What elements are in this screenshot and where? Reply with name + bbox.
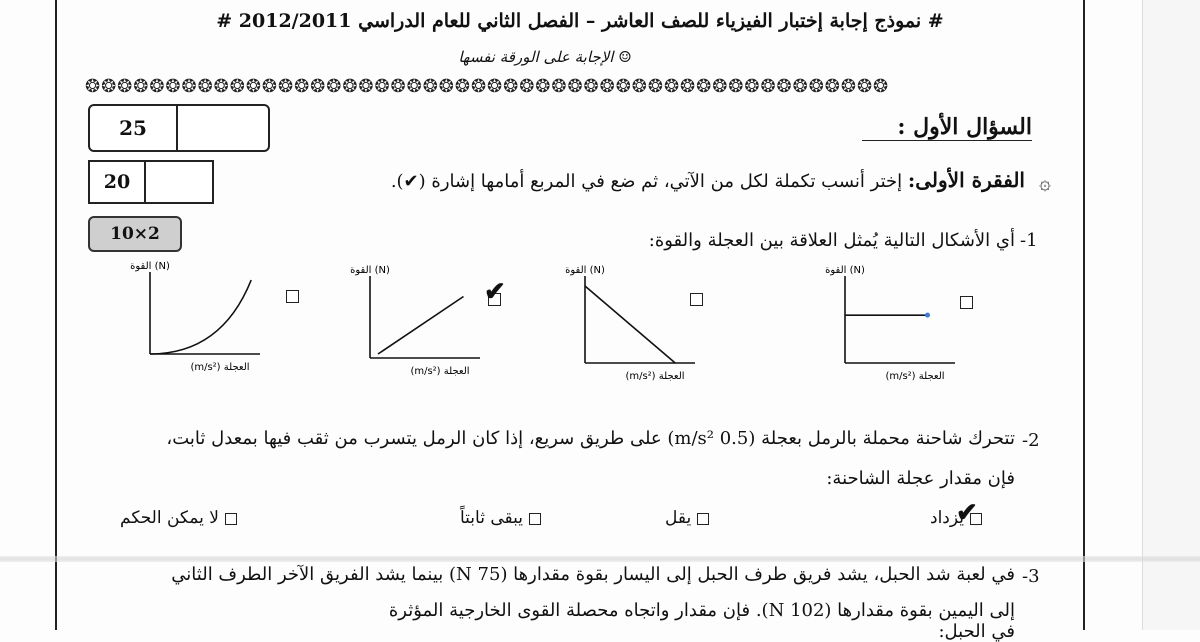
part-detail-badge: 10×2 [88,216,182,252]
x-axis-label: (m/s²) العجلة [625,371,685,382]
score-divider [176,106,178,150]
answer-checkbox[interactable] [529,513,541,525]
y-axis-label: القوة (N) [565,265,605,276]
item-number: -1 [1020,230,1038,251]
page-border-right [1083,0,1085,630]
check-mark-icon: ✔ [956,498,978,528]
answer-option[interactable] [665,508,709,528]
part-score-box [88,160,214,204]
x-axis-label: (m/s²) العجلة [885,371,945,382]
graph-svg [120,258,270,378]
answer-checkbox[interactable] [697,513,709,525]
y-axis-label: القوة (N) [350,265,390,276]
part1-text: إختر أنسب تكملة لكل من الآتي، ثم ضع في المربع أمامها إشارة (✔). [390,171,903,192]
question-score-box [88,104,270,152]
y-axis-label: القوة (N) [825,265,865,276]
part-total: 20 [103,171,131,193]
answer-option-label: يقل [665,508,692,528]
answer-checkbox[interactable] [286,290,299,303]
answer-checkbox[interactable] [690,293,703,306]
graph-line [585,286,675,363]
answer-option[interactable] [120,508,237,528]
page-border-left [55,0,57,630]
question-title: السؤال الأول : [862,114,1032,141]
scan-margin [1142,0,1200,630]
item-text-line2: فإن مقدار عجلة الشاحنة: [826,468,1015,489]
answer-option[interactable] [460,508,541,528]
answer-option-label: يبقى ثابتاً [460,508,523,528]
graph-svg [815,262,965,387]
score-divider [144,162,146,202]
graph-svg [340,262,490,382]
answer-checkbox[interactable] [960,296,973,309]
scan-artifact [0,556,1200,562]
question-total: 25 [119,116,147,140]
item-text-line1: تتحرك شاحنة محملة بالرمل بعجلة (0.5 m/s²) على طريق سريع، إذا كان الرمل يتسرب من ثقب فيها بمعدل ثابت، [166,428,1015,449]
decorative-border: ❂❂❂❂❂❂❂❂❂❂❂❂❂❂❂❂❂❂❂❂❂❂❂❂❂❂❂❂❂❂❂❂❂❂❂❂❂❂❂❂❂❂❂❂❂❂❂❂❂❂ [85,76,890,97]
check-mark-icon: ✔ [484,277,506,307]
graph-linear [340,262,490,386]
graph-constant [815,262,965,391]
end-dot [925,313,930,318]
item-text: أي الأشكال التالية يُمثل العلاقة بين العجلة والقوة: [648,230,1015,251]
answer-option-label: يزداد [930,508,964,528]
item-text-line2: إلى اليمين بقوة مقدارها (102 N). فإن مقدار واتجاه محصلة القوى الخارجية المؤثرة في الحبل: [388,600,1015,642]
graph-curve [120,258,270,382]
smiley-icon: ☺ [618,48,632,66]
x-axis-label: (m/s²) العجلة [190,362,250,373]
star-ornament-icon: ۞ [1039,170,1051,194]
graph-line [378,297,464,355]
subtitle-text: الإجابة على الورقة نفسها [458,48,614,66]
item-text-line1: في لعبة شد الحبل، يشد فريق طرف الحبل إلى اليسار بقوة مقدارها (75 N) بينما يشد الفريق الآخر الطرف الثاني [171,564,1015,585]
part1-label: الفقرة الأولى: [907,168,1025,192]
item-number: -3 [1022,566,1040,587]
exam-title: # نموذج إجابة إختبار الفيزياء للصف العاشر – الفصل الثاني للعام الدراسي 2012/2011 # [216,10,944,32]
x-axis-label: (m/s²) العجلة [410,366,470,377]
y-axis-label: القوة (N) [130,261,170,272]
graph-decreasing [555,262,705,391]
item-number: -2 [1022,430,1040,451]
graph-curve [150,280,251,354]
answer-checkbox[interactable] [225,513,237,525]
graph-svg [555,262,705,387]
answer-option-label: لا يمكن الحكم [120,508,219,528]
part1-instruction [240,168,1025,192]
exam-subtitle [380,48,710,66]
